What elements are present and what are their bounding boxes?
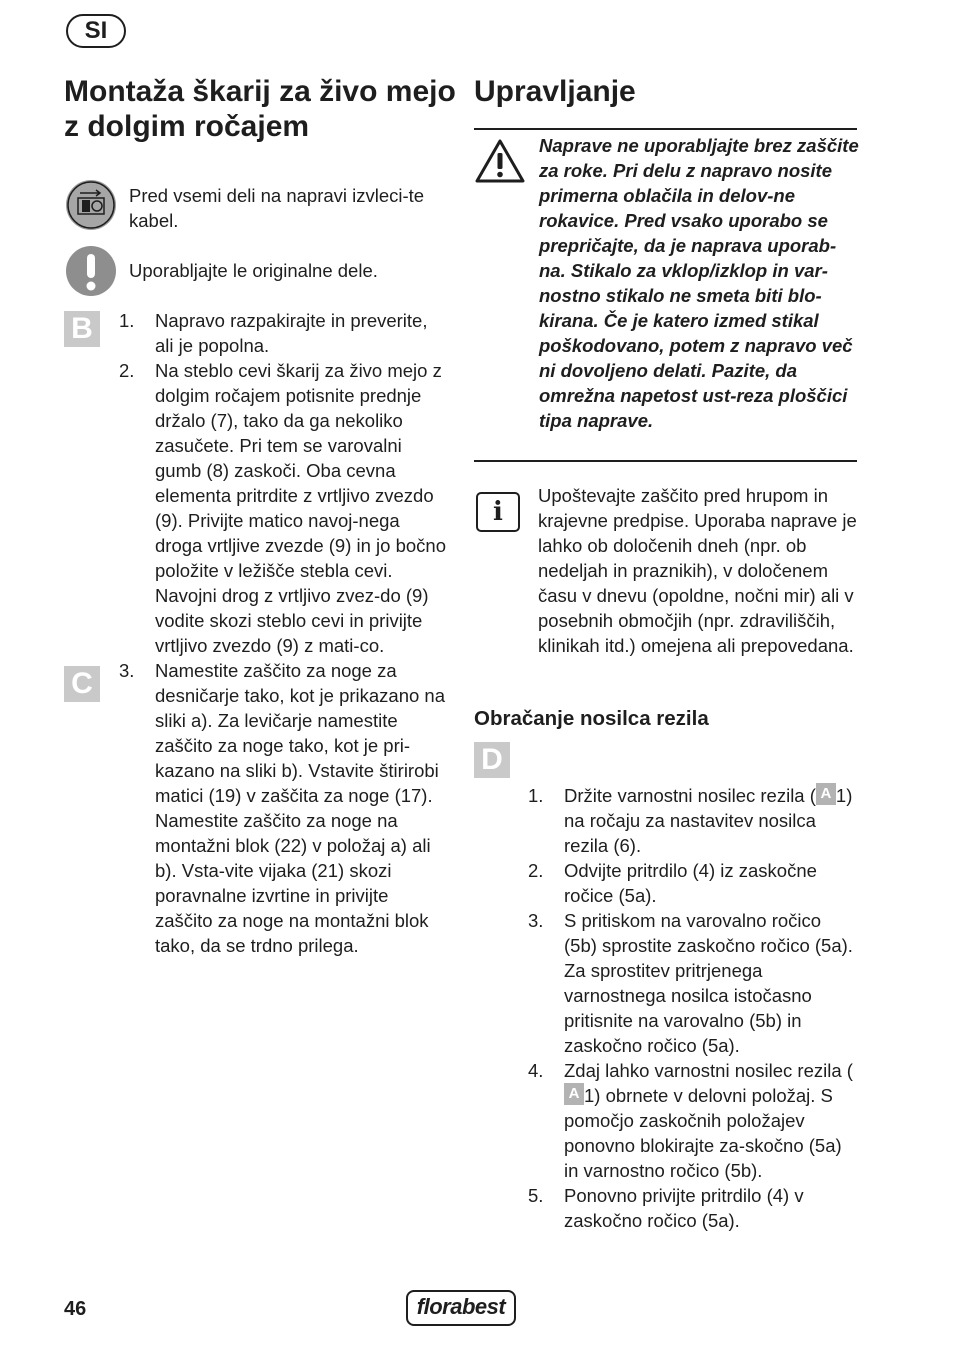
info-icon: i <box>476 492 520 532</box>
step-number: 3. <box>119 660 135 681</box>
blade-holder-subheading: Obračanje nosilca rezila <box>474 707 709 730</box>
figure-ref-badge: A <box>564 1083 584 1105</box>
step-text: Napravo razpakirajte in preverite, ali je popolna. <box>155 310 428 356</box>
step-text-start: Držite varnostni nosilec rezila ( <box>564 785 816 806</box>
step-text-start: Zdaj lahko varnostni nosilec rezila ( <box>564 1060 853 1081</box>
step-number: 3. <box>528 910 544 931</box>
step-text-end: 1) obrnete v delovni položaj. S pomočjo zaskočnih položajev ponovno blokirajte za-skočno (5a) in varnostno ročico (5b). <box>564 1085 842 1181</box>
unplug-icon <box>66 180 116 230</box>
list-item <box>528 1058 858 1183</box>
step-text: S pritiskom na varovalno ročico (5b) sprostite zaskočno ročico (5a). Za sprostitev pritrjenega varnostnega nosilca istočasno pritisnite na varovalno (5b) in zaskočno ročico (5a). <box>564 910 853 1056</box>
list-item <box>528 783 858 858</box>
language-badge: SI <box>66 14 126 48</box>
section-marker-c: C <box>64 666 100 702</box>
list-item <box>119 358 449 658</box>
section-marker-b: B <box>64 311 100 347</box>
step-number: 1. <box>119 310 135 331</box>
section-marker-d: D <box>474 742 510 778</box>
warning-bottom-rule <box>474 460 857 462</box>
figure-ref-badge: A <box>816 783 836 805</box>
step-number: 2. <box>528 860 544 881</box>
step-number: 2. <box>119 360 135 381</box>
list-item <box>528 858 858 908</box>
list-item <box>528 908 858 1058</box>
safety-warning-text: Naprave ne uporabljajte brez zaščite za roke. Pri delu z napravo nosite primerna oblačila in delov-ne rokavice. Pred vsako uporabo se prepričajte, da je naprava uporab-na. Stikalo za vklop/izklop in var-nostno stikalo ne smeta biti blo-kirana. Če je katero izmed stikal poškodovano, potem z napravo več ni dovoljeno delati. Pazite, da omrežna napetost ust-reza ploščici tipa naprave. <box>539 135 859 431</box>
step-number: 4. <box>528 1060 544 1081</box>
original-parts-notice: Uporabljajte le originalne dele. <box>129 260 378 281</box>
step-number: 1. <box>528 785 544 806</box>
step-number: 5. <box>528 1185 544 1206</box>
list-item <box>119 308 449 358</box>
step-text: Namestite zaščito za noge za desničarje tako, kot je prikazano na sliki a). Za levičarje namestite zaščito za noge tako, kot je pri-kazano na sliki b). Vstavite štirirobi matici (19) v zaščita za noge (17). Namestite zaščito za noge na montažni blok (22) v položaj a) ali b). Vsta-vite vijaka (21) skozi poravnalne izvrtine in privijte zaščito za noge na montažni blok tako, da se trdno prilega. <box>155 660 446 956</box>
assembly-steps <box>119 308 449 958</box>
brand-logo <box>406 1290 516 1326</box>
brand-logo-text: florabest <box>416 1294 506 1319</box>
list-item <box>119 658 449 958</box>
step-text-end: 1) na ročaju za nastavitev nosilca rezila (6). <box>564 785 853 856</box>
page-number: 46 <box>64 1298 87 1320</box>
warning-triangle-icon <box>474 138 526 184</box>
exclamation-icon <box>66 246 116 296</box>
warning-top-rule <box>474 128 857 130</box>
step-text: Odvijte pritrdilo (4) iz zaskočne ročice (5a). <box>564 860 817 906</box>
step-text: Ponovno privijte pritrdilo (4) v zaskočno ročico (5a). <box>564 1185 804 1231</box>
list-item <box>528 1183 858 1233</box>
blade-holder-steps <box>528 783 858 1233</box>
unplug-notice: Pred vsemi deli na napravi izvleci-te kabel. <box>129 185 425 231</box>
step-text: Na steblo cevi škarij za živo mejo z dolgim ročajem potisnite prednje držalo (7), tako da ga nekoliko zasučete. Pri tem se varovalni gumb (8) zaskoči. Oba cevna elementa pritrdite z vrtljivo zvezdo (9). Privijte matico navoj-nega droga vrtljive zvezde (9) in jo bočno položite v ležišče stebla cevi. Navojni drog z vrtljivo zvez-do (9) vodite skozi steblo cevi in privijte vrtljivo zvezdo (9) z mati-co. <box>155 360 447 656</box>
left-section-title: Montaža škarij za živo mejo z dolgim ročajem <box>64 75 456 143</box>
noise-protection-info: Upoštevajte zaščito pred hrupom in krajevne predpise. Uporaba naprave je lahko ob določenih dneh (npr. ob nedeljah in praznikih), v določenem času v dnevu (opoldne, nočni mir) ali v posebnih območjih (npr. zdraviliščih, klinikah itd.) omejena ali prepovedana. <box>538 485 857 656</box>
right-section-title: Upravljanje <box>474 75 636 108</box>
